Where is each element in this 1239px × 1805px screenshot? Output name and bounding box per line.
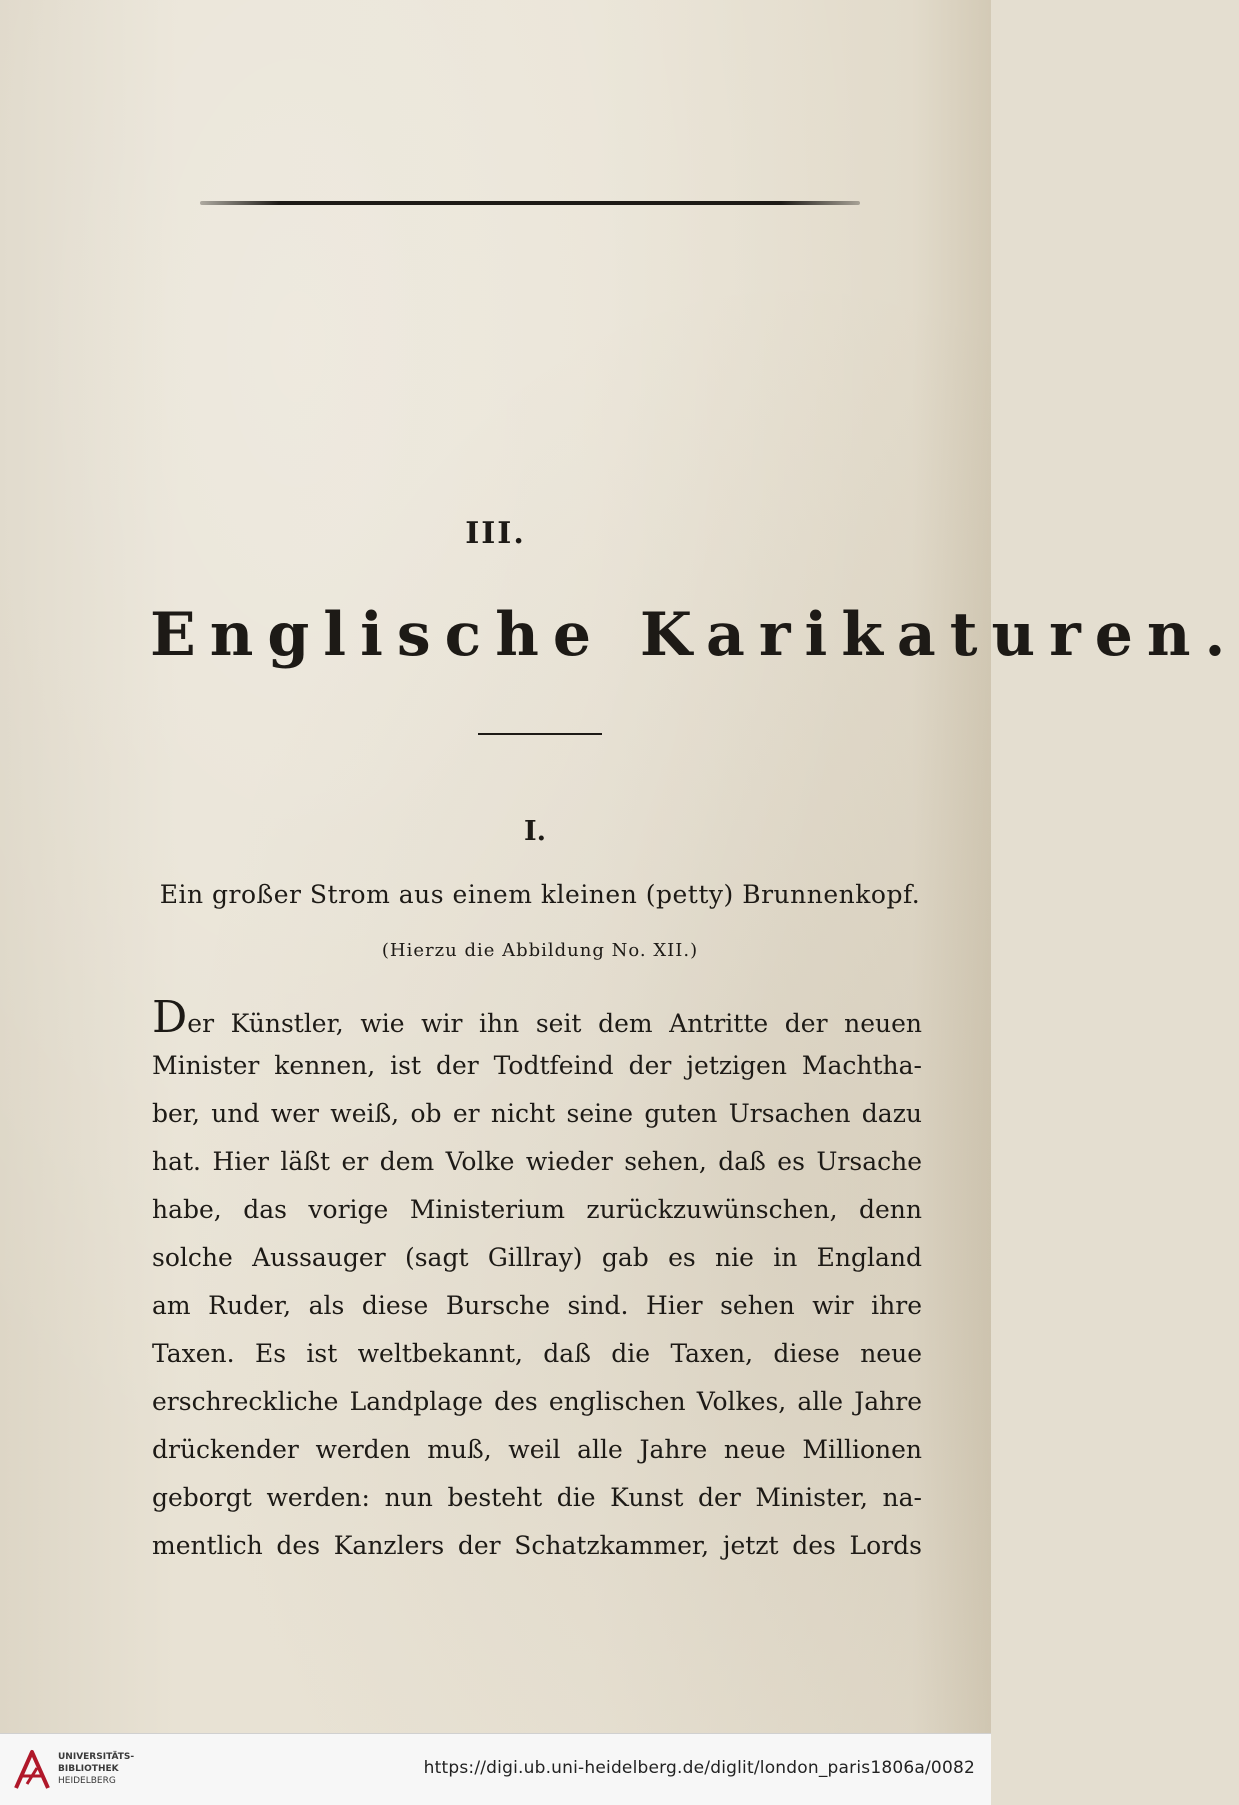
permalink-url[interactable]: https://digi.ub.uni-heidelberg.de/diglit/london_paris1806a/0082 <box>423 1758 975 1778</box>
body-line: solche Aussauger (sagt Gillray) gab es nie in England <box>152 1243 922 1272</box>
top-rule <box>200 201 860 205</box>
body-line: mentlich des Kanzlers der Schatzkammer, jetzt des Lords <box>152 1531 922 1560</box>
body-line: Taxen. Es ist weltbekannt, daß die Taxen, diese neue <box>152 1339 922 1368</box>
section-number: I. <box>523 816 547 847</box>
viewer-footer <box>0 1733 991 1805</box>
body-line: habe, das vorige Ministerium zurückzuwünschen, denn <box>152 1195 922 1224</box>
chapter-number: III. <box>465 516 526 551</box>
body-line: am Ruder, als diese Bursche sind. Hier sehen wir ihre <box>152 1291 922 1320</box>
body-line: hat. Hier läßt er dem Volke wieder sehen, daß es Ursache <box>152 1147 922 1176</box>
body-line: Der Künstler, wie wir ihn seit dem Antritte der neuen <box>152 992 922 1043</box>
library-name <box>58 1751 134 1787</box>
section-title: Ein großer Strom aus einem kleinen (petty) Brunnenkopf. <box>159 880 921 909</box>
library-name-line: UNIVERSITÄTS- <box>58 1752 135 1762</box>
library-name-line: BIBLIOTHEK <box>58 1764 119 1774</box>
university-library-logo-icon <box>12 1748 52 1792</box>
section-divider <box>478 733 602 735</box>
body-line: Minister kennen, ist der Todtfeind der jetzigen Machtha- <box>152 1051 922 1080</box>
chapter-title: Englische Karikaturen. <box>150 600 1239 670</box>
library-name-line: HEIDELBERG <box>58 1776 116 1786</box>
body-line: geborgt werden: nun besteht die Kunst der Minister, na- <box>152 1483 922 1512</box>
body-text <box>152 994 922 1570</box>
body-line: ber, und wer weiß, ob er nicht seine guten Ursachen dazu <box>152 1099 922 1128</box>
body-line: erschreckliche Landplage des englischen Volkes, alle Jahre <box>152 1387 922 1416</box>
plate-reference: (Hierzu die Abbildung No. XII.) <box>381 940 699 961</box>
body-line: drückender werden muß, weil alle Jahre neue Millionen <box>152 1435 922 1464</box>
